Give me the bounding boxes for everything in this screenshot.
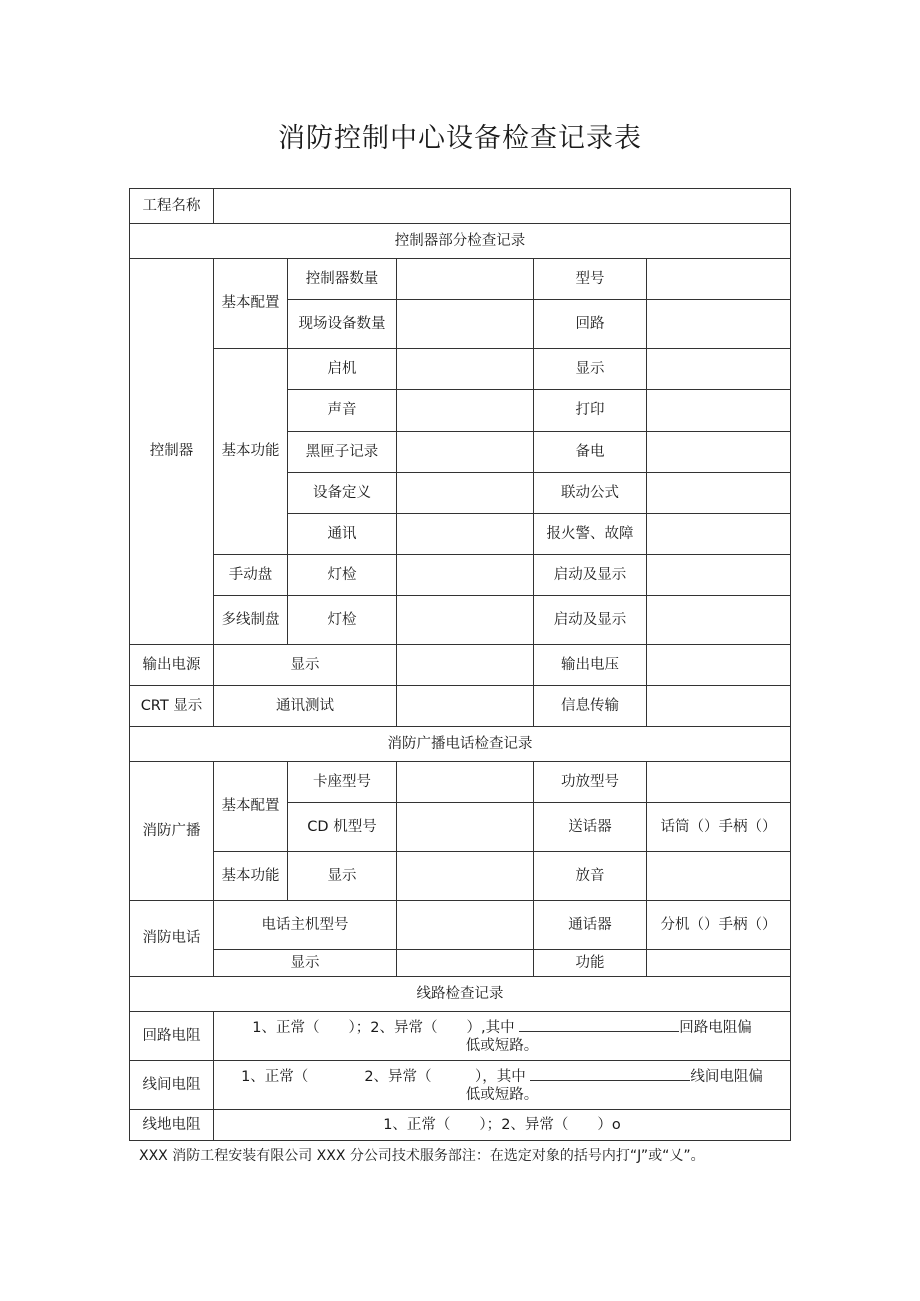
item-label: 报火警、故障 — [534, 514, 647, 555]
item-label: 型号 — [534, 259, 647, 300]
inspection-form — [129, 188, 791, 1141]
extension-handset-choice[interactable]: 分机（）手柄（） — [647, 901, 791, 950]
value-cell[interactable] — [647, 514, 791, 555]
section-broadcast-phone-heading: 消防广播电话检查记录 — [130, 727, 791, 762]
resistance-tail-text: 回路电阻偏 — [679, 1019, 752, 1036]
item-label: 功放型号 — [534, 762, 647, 803]
item-label: 联动公式 — [534, 473, 647, 514]
item-label: 回路 — [534, 300, 647, 349]
value-cell[interactable] — [397, 950, 534, 977]
item-label: 黑匣子记录 — [288, 432, 397, 473]
value-cell[interactable] — [397, 473, 534, 514]
value-cell[interactable] — [647, 390, 791, 432]
value-cell[interactable] — [397, 762, 534, 803]
value-cell[interactable] — [397, 803, 534, 852]
item-label: 显示 — [288, 852, 397, 901]
value-cell[interactable] — [647, 555, 791, 596]
value-cell[interactable] — [397, 645, 534, 686]
resistance-tail-text: 线间电阻偏 — [690, 1068, 763, 1085]
item-label: 打印 — [534, 390, 647, 432]
item-label: 显示 — [214, 645, 397, 686]
output-power-label: 输出电源 — [130, 645, 214, 686]
manual-panel-label: 手动盘 — [214, 555, 288, 596]
value-cell[interactable] — [647, 473, 791, 514]
broadcast-label: 消防广播 — [130, 762, 214, 901]
broadcast-basic-config-label: 基本配置 — [214, 762, 288, 852]
item-label: 启机 — [288, 349, 397, 390]
item-label: 输出电压 — [534, 645, 647, 686]
value-cell[interactable] — [647, 686, 791, 727]
footer-note: XXX 消防工程安装有限公司 XXX 分公司技术服务部注：在选定对象的括号内打“J”或“乂”。 — [139, 1148, 705, 1164]
value-cell[interactable] — [397, 596, 534, 645]
value-cell[interactable] — [647, 950, 791, 977]
section-line-heading: 线路检查记录 — [130, 977, 791, 1012]
value-cell[interactable] — [647, 596, 791, 645]
loop-resistance-options[interactable] — [214, 1012, 791, 1061]
value-cell[interactable] — [397, 349, 534, 390]
item-label: 通讯 — [288, 514, 397, 555]
item-label: 设备定义 — [288, 473, 397, 514]
item-label: 功能 — [534, 950, 647, 977]
line-resistance-label: 线间电阻 — [130, 1061, 214, 1110]
item-label: 通讯测试 — [214, 686, 397, 727]
item-label: 显示 — [534, 349, 647, 390]
abnormal-option[interactable]: 2、异常（ ）,其中 — [370, 1019, 515, 1036]
abnormal-option[interactable]: 2、异常（ ），其中 — [364, 1068, 526, 1085]
section-controller-heading: 控制器部分检查记录 — [130, 224, 791, 259]
normal-option[interactable]: 1、正常（ ）； — [252, 1019, 371, 1036]
mic-handset-choice[interactable]: 话筒（）手柄（） — [647, 803, 791, 852]
value-cell[interactable] — [647, 300, 791, 349]
value-cell[interactable] — [647, 852, 791, 901]
item-label: 卡座型号 — [288, 762, 397, 803]
item-label: 电话主机型号 — [214, 901, 397, 950]
item-label: 现场设备数量 — [288, 300, 397, 349]
item-label: 显示 — [214, 950, 397, 977]
project-name-label: 工程名称 — [130, 189, 214, 224]
value-cell[interactable] — [647, 259, 791, 300]
item-label: 控制器数量 — [288, 259, 397, 300]
abnormal-option[interactable]: 2、异常（ ）o — [501, 1117, 621, 1133]
value-cell[interactable] — [397, 686, 534, 727]
basic-config-label: 基本配置 — [214, 259, 288, 349]
item-label: 送话器 — [534, 803, 647, 852]
ground-resistance-options[interactable] — [214, 1110, 791, 1141]
item-label: 通话器 — [534, 901, 647, 950]
page-title: 消防控制中心设备检查记录表 — [278, 123, 642, 154]
item-label: CD 机型号 — [288, 803, 397, 852]
item-label: 灯检 — [288, 596, 397, 645]
item-label: 备电 — [534, 432, 647, 473]
normal-option[interactable]: 1、正常（ — [241, 1068, 309, 1085]
normal-option[interactable]: 1、正常（ ）； — [383, 1117, 502, 1133]
multiline-panel-label: 多线制盘 — [214, 596, 288, 645]
phone-label: 消防电话 — [130, 901, 214, 977]
item-label: 放音 — [534, 852, 647, 901]
broadcast-basic-function-label: 基本功能 — [214, 852, 288, 901]
basic-function-label: 基本功能 — [214, 349, 288, 555]
value-cell[interactable] — [647, 762, 791, 803]
value-cell[interactable] — [397, 555, 534, 596]
value-cell[interactable] — [397, 259, 534, 300]
blank-fill-line[interactable] — [530, 1066, 690, 1081]
item-label: 启动及显示 — [534, 596, 647, 645]
value-cell[interactable] — [397, 901, 534, 950]
loop-resistance-label: 回路电阻 — [130, 1012, 214, 1061]
blank-fill-line[interactable] — [519, 1017, 679, 1032]
value-cell[interactable] — [397, 300, 534, 349]
item-label: 声音 — [288, 390, 397, 432]
value-cell[interactable] — [647, 432, 791, 473]
value-cell[interactable] — [647, 645, 791, 686]
crt-label: CRT 显示 — [130, 686, 214, 727]
item-label: 灯检 — [288, 555, 397, 596]
value-cell[interactable] — [647, 349, 791, 390]
value-cell[interactable] — [397, 514, 534, 555]
item-label: 启动及显示 — [534, 555, 647, 596]
ground-resistance-label: 线地电阻 — [130, 1110, 214, 1141]
item-label: 信息传输 — [534, 686, 647, 727]
value-cell[interactable] — [397, 432, 534, 473]
resistance-tail-text: 低或短路。 — [465, 1087, 539, 1103]
resistance-tail-text: 低或短路。 — [465, 1038, 539, 1054]
project-name-field[interactable] — [214, 189, 791, 224]
controller-group-label: 控制器 — [130, 259, 214, 645]
line-resistance-options[interactable] — [214, 1061, 791, 1110]
value-cell[interactable] — [397, 390, 534, 432]
value-cell[interactable] — [397, 852, 534, 901]
